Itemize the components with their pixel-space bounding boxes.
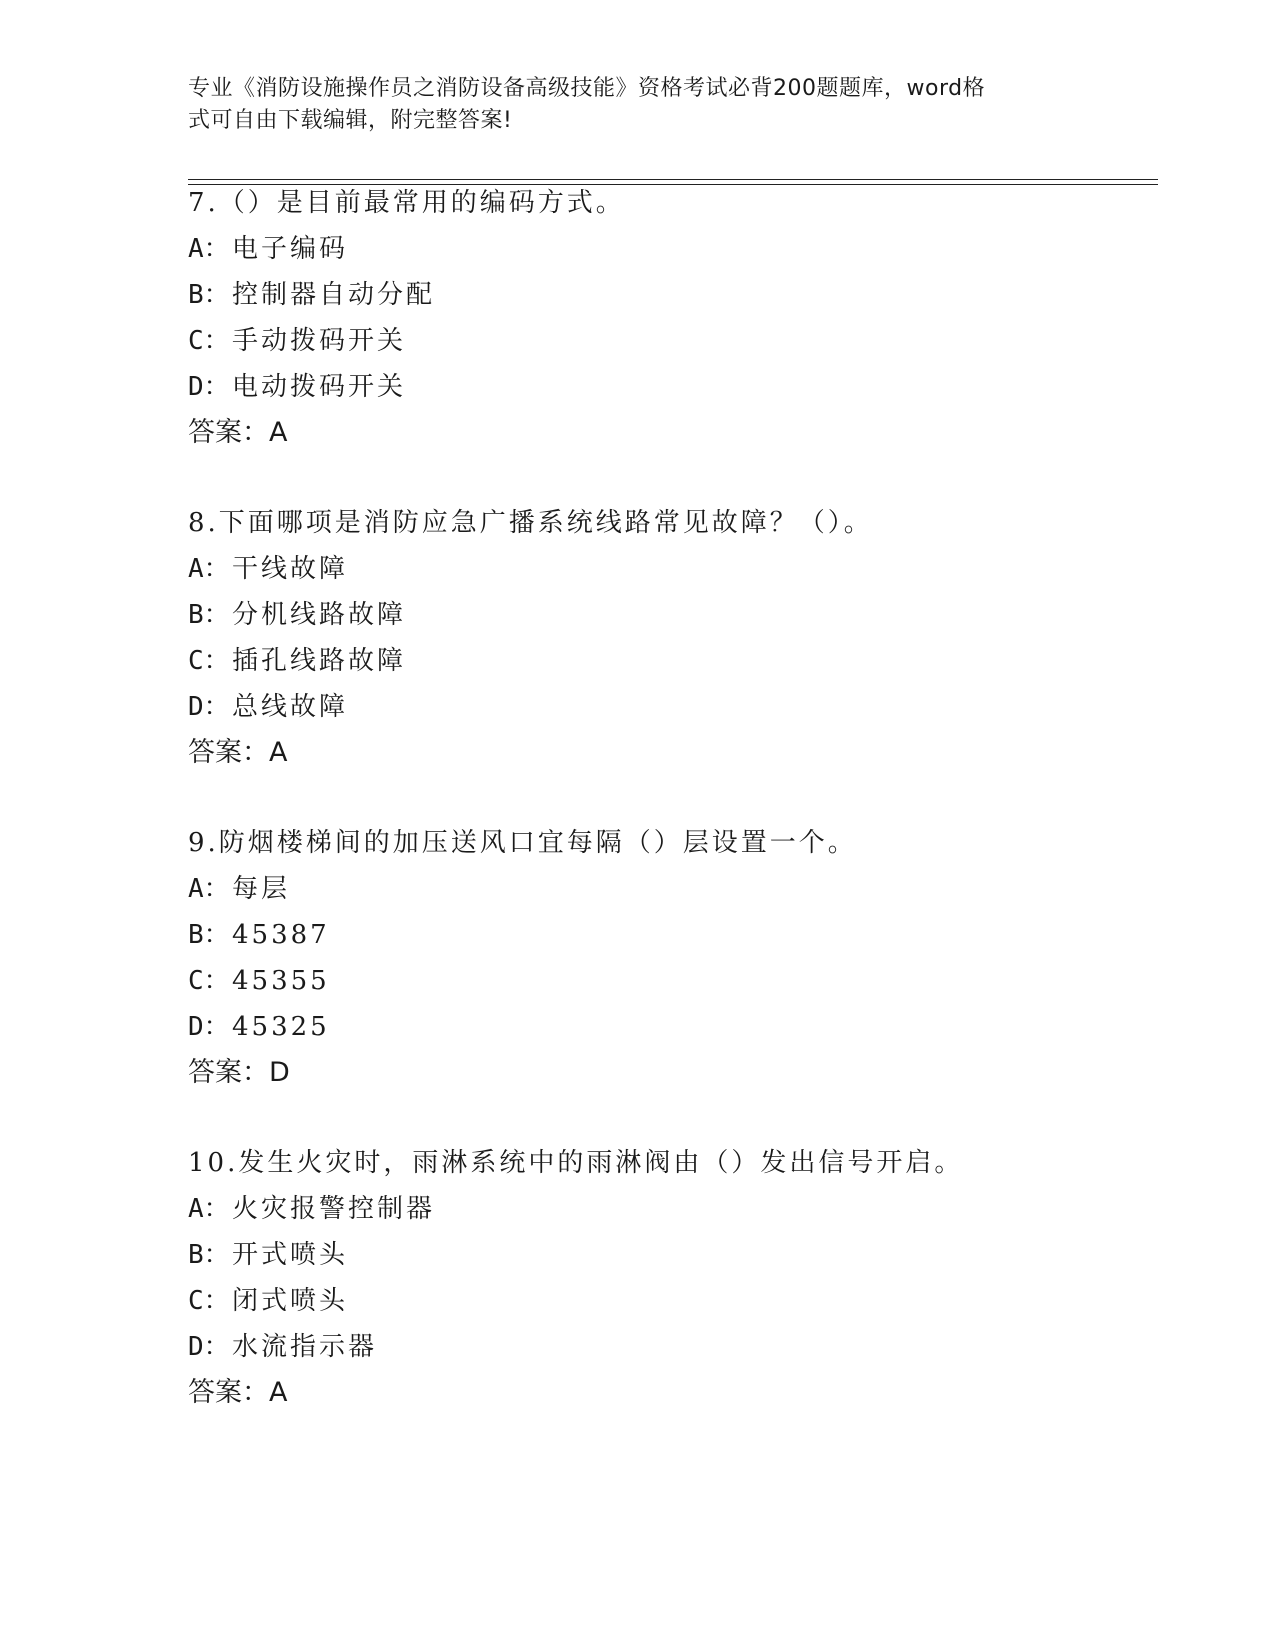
question-8 — [188, 500, 1188, 776]
option-text: 水流指示器 — [232, 1332, 378, 1362]
option-a — [188, 546, 1188, 592]
option-key: B： — [188, 600, 230, 630]
option-c — [188, 1278, 1188, 1324]
option-b — [188, 272, 1188, 318]
option-text: 开式喷头 — [232, 1240, 349, 1270]
option-a — [188, 1186, 1188, 1232]
option-text: 每层 — [232, 874, 291, 904]
answer-line: 答案：A — [188, 417, 288, 448]
option-b — [188, 1232, 1188, 1278]
option-key: C： — [188, 1286, 230, 1316]
option-text: 火灾报警控制器 — [232, 1194, 436, 1224]
option-key: C： — [188, 966, 230, 996]
option-text: 45325 — [232, 1012, 330, 1042]
answer-line: 答案：A — [188, 737, 288, 768]
option-text: 电动拨码开关 — [232, 372, 407, 402]
question-9 — [188, 820, 1188, 1096]
option-key: B： — [188, 920, 230, 950]
answer-line: 答案：A — [188, 1377, 288, 1408]
option-key: A： — [188, 234, 230, 264]
option-a — [188, 226, 1188, 272]
question-stem: 9.防烟楼梯间的加压送风口宜每隔（）层设置一个。 — [188, 828, 857, 858]
option-a — [188, 866, 1188, 912]
option-key: D： — [188, 692, 230, 722]
option-key: A： — [188, 554, 230, 584]
option-text: 总线故障 — [232, 692, 349, 722]
answer-line: 答案：D — [188, 1057, 290, 1088]
option-text: 闭式喷头 — [232, 1286, 349, 1316]
question-7 — [188, 180, 1188, 456]
document-header — [188, 73, 1068, 137]
option-key: D： — [188, 1012, 230, 1042]
question-stem: 7.（）是目前最常用的编码方式。 — [188, 188, 625, 218]
option-key: B： — [188, 280, 230, 310]
option-b — [188, 592, 1188, 638]
question-10 — [188, 1140, 1188, 1416]
option-d — [188, 1004, 1188, 1050]
option-key: D： — [188, 372, 230, 402]
option-key: C： — [188, 326, 230, 356]
question-stem: 8.下面哪项是消防应急广播系统线路常见故障？（）。 — [188, 508, 873, 538]
option-text: 插孔线路故障 — [232, 646, 407, 676]
option-d — [188, 684, 1188, 730]
option-key: C： — [188, 646, 230, 676]
option-d — [188, 1324, 1188, 1370]
option-c — [188, 958, 1188, 1004]
option-c — [188, 638, 1188, 684]
option-key: D： — [188, 1332, 230, 1362]
option-c — [188, 318, 1188, 364]
option-key: A： — [188, 1194, 230, 1224]
option-text: 干线故障 — [232, 554, 349, 584]
question-stem: 10.发生火灾时，雨淋系统中的雨淋阀由（）发出信号开启。 — [188, 1148, 964, 1178]
option-d — [188, 364, 1188, 410]
option-text: 45355 — [232, 966, 330, 996]
option-text: 控制器自动分配 — [232, 280, 436, 310]
option-text: 45387 — [232, 920, 330, 950]
option-text: 电子编码 — [232, 234, 349, 264]
option-key: A： — [188, 874, 230, 904]
option-key: B： — [188, 1240, 230, 1270]
option-text: 分机线路故障 — [232, 600, 407, 630]
header-line-1: 专业《消防设施操作员之消防设备高级技能》资格考试必背200题题库，word格 — [188, 76, 986, 101]
option-b — [188, 912, 1188, 958]
option-text: 手动拨码开关 — [232, 326, 407, 356]
header-line-2: 式可自由下载编辑，附完整答案! — [188, 108, 513, 133]
